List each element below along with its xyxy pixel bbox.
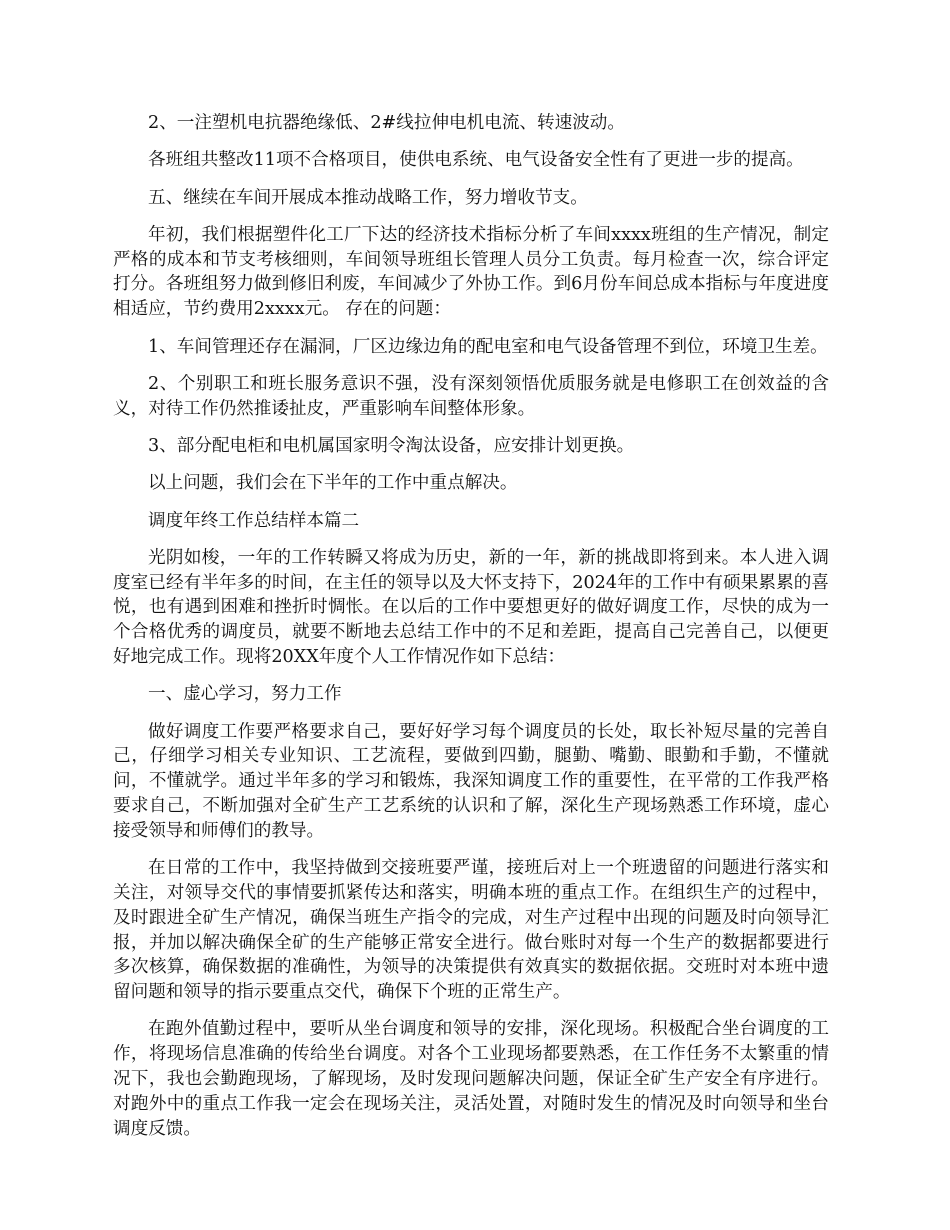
paragraph-13: 在日常的工作中，我坚持做到交接班要严谨，接班后对上一个班遗留的问题进行落实和关注，对领导交代的事情要抓紧传达和落实，明确本班的重点工作。在组织生产的过程中，及时跟进全矿生产情况，确保当班生产指令的完成，对生产过程中出现的问题及时向领导汇报，并加以解决确保全矿的生产能够正常安全进行。做台账时对每一个生产的数据都要进行多次核算，确保数据的准确性，为领导的决策提供有效真实的数据依据。交班时对本班中遗留问题和领导的指示要重点交代，确保下个班的正常生产。 [113, 858, 829, 1003]
paragraph-4: 年初，我们根据塑件化工厂下达的经济技术指标分析了车间xxxx班组的生产情况，制定严格的成本和节支考核细则，车间领导班组长管理人员分工负责。每月检查一次，综合评定打分。各班组努力做到修旧利废，车间减少了外协工作。到6月份车间总成本指标与年度进度相适应，节约费用2xxxx元。 存在的问题： [113, 224, 829, 320]
paragraph-1: 2、一注塑机电抗器绝缘低、2#线拉伸电机电流、转速波动。 [148, 113, 625, 133]
paragraph-2: 各班组共整改11项不合格项目，使供电系统、电气设备安全性有了更进一步的提高。 [148, 150, 804, 171]
paragraph-14: 在跑外值勤过程中，要听从坐台调度和领导的安排，深化现场。积极配合坐台调度的工作，将现场信息准确的传给坐台调度。对各个工业现场都要熟悉，在工作任务不太繁重的情况下，我也会勤跑现场，了解现场，及时发现问题解决问题，保证全矿生产安全有序进行。对跑外中的重点工作我一定会在现场关注，灵活处置，对随时发生的情况及时向领导和坐台调度反馈。 [113, 1019, 829, 1139]
paragraph-8: 以上问题，我们会在下半年的工作中重点解决。 [148, 473, 518, 494]
section-heading-1: 一、虚心学习，努力工作 [148, 684, 342, 705]
problem-item-3: 3、部分配电柜和电机属国家明令淘汰设备，应安排计划更换。 [148, 435, 635, 456]
problem-item-2: 2、个别职工和班长服务意识不强，没有深刻领悟优质服务就是电修职工在创效益的含义，对待工作仍然推诿扯皮，严重影响车间整体形象。 [113, 373, 829, 419]
paragraph-10: 光阴如梭，一年的工作转瞬又将成为历史，新的一年，新的挑战即将到来。本人进入调度室已经有半年多的时间，在主任的领导以及大怀支持下，2024年的工作中有硕果累累的喜悦，也有遇到困难和挫折时惆怅。在以后的工作中要想更好的做好调度工作，尽快的成为一个合格优秀的调度员，就要不断地去总结工作中的不足和差距，提高自己完善自己，以便更好地完成工作。现将20XX年度个人工作情况作如下总结： [113, 547, 829, 668]
section-heading-5: 五、继续在车间开展成本推动战略工作，努力增收节支。 [148, 187, 588, 208]
problem-item-1: 1、车间管理还存在漏洞，厂区边缘边角的配电室和电气设备管理不到位，环境卫生差。 [148, 336, 828, 357]
document-body [113, 111, 829, 1154]
article-title-2: 调度年终工作总结样本篇二 [148, 510, 360, 531]
paragraph-12: 做好调度工作要严格要求自己，要好好学习每个调度员的长处，取长补短尽量的完善自己，仔细学习相关专业知识、工艺流程，要做到四勤，腿勤、嘴勤、眼勤和手勤，不懂就问，不懂就学。通过半年多的学习和锻炼，我深知调度工作的重要性，在平常的工作我严格要求自己，不断加强对全矿生产工艺系统的认识和了解，深化生产现场熟悉工作环境，虚心接受领导和师傅们的教导。 [113, 721, 829, 841]
